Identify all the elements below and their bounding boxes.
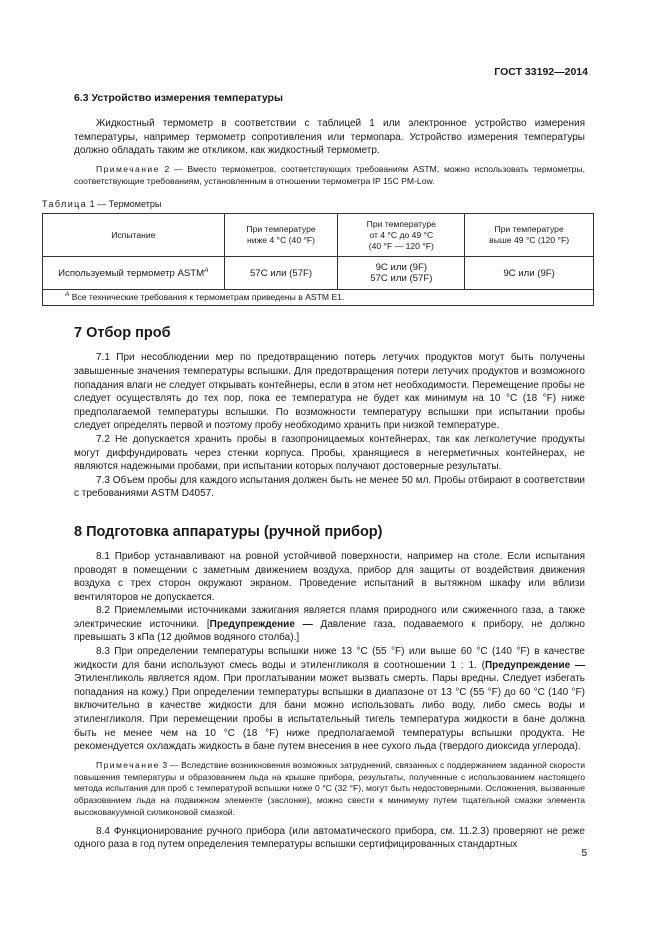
note-3	[74, 760, 585, 819]
table-caption	[42, 198, 585, 210]
paragraph-text: 8.3 При определении температуры вспышки ниже 13 °С (55 °F) или выше 60 °С (140 °F) в качестве жидкости для бани используют смесь воды и этиленгликоля в соотношении 1 : 1. (	[74, 646, 585, 671]
paragraph-8-4: 8.4 Функционирование ручного прибора (или автоматического прибора, см. 11.2.3) проверяют не реже одного раза в год путем определения температуры вспышки сертифицированных стандартных	[74, 825, 585, 851]
header-text: При температуре	[246, 224, 316, 235]
note-label: Примечание	[96, 759, 160, 770]
paragraph-7-1: 7.1 При несоблюдении мер по предотвращению потерь летучих продуктов могут быть получены завышенные значения температуры вспышки. Для предотвращения потери летучих продуктов и возможного попадания влаги не следует открывать контейнеры, если в этом нет необходимости. Перемещение пробы не следует осуществлять до тех пор, пока ее температура не будет как минимум на 10 °С (18 °F) ниже предполагаемой температуры вспышки. По возможности температуру вспышки при испытании пробы следует определять первой и поэтому пробу необходимо хранить при низкой температуре.	[74, 352, 585, 432]
cell-below-4: 57С или (57F)	[224, 257, 338, 290]
paragraph-text: 8.2 Приемлемыми источниками зажигания является пламя природного или сжиженного газа, а также электрические источники. [	[74, 605, 585, 630]
table-footnote-row	[43, 290, 594, 306]
paragraph-8-1: 8.1 Прибор устанавливают на ровной устойчивой поверхности, например на столе. Если испытания проводят в помещении с заметным движением воздуха, прибор для защиты от воздействия движения воздуха с трех сторон окружают экраном. Проведение испытаний в вытяжном шкафу или вблизи вентиляторов не допускается.	[74, 550, 585, 603]
header-text: от 4 °С до 49 °С	[369, 229, 434, 240]
header-text: (40 °F — 120 °F)	[368, 240, 434, 251]
page-content	[42, 92, 586, 852]
cell-above-49: 9С или (9F)	[465, 257, 594, 290]
section-6-3-paragraph: Жидкостный термометр в соответствии с таблицей 1 или электронное устройство измерения температуры, например термометр сопротивления или термопара. Устройство измерения температуры должно обладать таким же откликом, как жидкостный термометр.	[74, 118, 585, 157]
table-row	[43, 257, 594, 290]
table-header-row	[43, 214, 594, 257]
header-text: При температуре	[366, 218, 436, 229]
header-test: Испытание	[43, 214, 225, 257]
paragraph-8-2	[74, 604, 585, 645]
note-text: 2 — Вместо термометров, соответствующих требованиям ASTM, можно использовать термометры, соответствующие требованиям, установленным в отношении термометра IP 15C PM-Low.	[74, 163, 585, 186]
cell-4-to-49	[338, 257, 465, 290]
row-label-text: Используемый термометр ASTM	[58, 267, 205, 279]
header-text: выше 49 °С (120 °F)	[489, 235, 570, 246]
warning-label: Предупреждение —	[484, 659, 586, 671]
section-6-3-title: 6.3 Устройство измерения температуры	[74, 92, 283, 104]
note-2	[74, 164, 585, 188]
paragraph-text: Давление газа, подаваемого к прибору, не должно превышать 3 кПа (12 дюймов водяного столба).]	[74, 618, 585, 644]
thermometers-table	[42, 213, 594, 306]
row-label	[43, 257, 225, 290]
cell-text: 57С или (57F)	[370, 273, 433, 285]
cell-text: 9С или (9F)	[375, 262, 428, 274]
document-header: ГОСТ 33192—2014	[494, 66, 588, 78]
section-8-title: 8 Подготовка аппаратуры (ручной прибор)	[74, 523, 383, 540]
paragraph-8-3	[74, 645, 585, 754]
table-caption-label: Таблица	[42, 199, 88, 210]
footnote-text: Все технические требования к термометрам приведены в ASTM E1.	[69, 292, 345, 303]
header-below-4	[224, 214, 338, 257]
warning-label: Предупреждение —	[209, 618, 313, 630]
header-above-49	[465, 214, 594, 257]
header-text: ниже 4 °С (40 °F)	[247, 235, 316, 246]
header-text: При температуре	[494, 224, 564, 235]
note-text: 3 — Вследствие возникновения возможных затруднений, связанных с поддержанием заданной скорости повышения температуры и образованием льда на крышке прибора, результаты, полученные с использованием настоящего метода испытания для проб с температурой вспышки ниже 0 °С (32 °F), могут быть недостоверными. Осложнения, вызванные образованием льда на подвижном элементе (заслонке), можно свести к минимуму путем тщательной смазки элемента высоковакуумной силиконовой смазкой.	[74, 759, 585, 817]
footnote-mark: A	[65, 291, 70, 299]
paragraph-7-3: 7.3 Объем пробы для каждого испытания должен быть не менее 50 мл. Пробы отбирают в соответствии с требованиями ASTM D4057.	[74, 474, 585, 500]
header-4-to-49	[338, 214, 465, 257]
page-number: 5	[581, 848, 587, 859]
table-caption-text: 1 — Термометры	[87, 199, 162, 210]
section-7-title: 7 Отбор проб	[74, 325, 171, 342]
note-label: Примечание	[96, 163, 160, 174]
table-footnote	[43, 290, 594, 306]
paragraph-text: Этиленгликоль является ядом. При проглатывании может вызвать смерть. Пары вредны. Следует избегать попадания на кожу.) При определении температуры вспышки в диапазоне от 13 °С (55 °F) до 60 °С (140 °F) включительно в качестве жидкости для бани можно использовать либо воду, либо смесь воды и этиленгликоля. При перемещении пробы в испытательный тигель температура жидкости в бане должна быть не менее чем на 10 °С (18 °F) ниже предполагаемой температуры вспышки продукта. Не рекомендуется охлаждать жидкость в бане путем внесения в нее сухого льда (твердого диоксида углерода).	[74, 673, 585, 753]
paragraph-7-2: 7.2 Не допускается хранить пробы в газопроницаемых контейнерах, так как легколетучие продукты могут диффундировать через стенки корпуса. Пробы, хранящиеся в негерметичных контейнерах, не являются надежными пробами, при испытании которых получают достоверные результаты.	[74, 433, 585, 473]
footnote-ref: A	[204, 266, 209, 274]
